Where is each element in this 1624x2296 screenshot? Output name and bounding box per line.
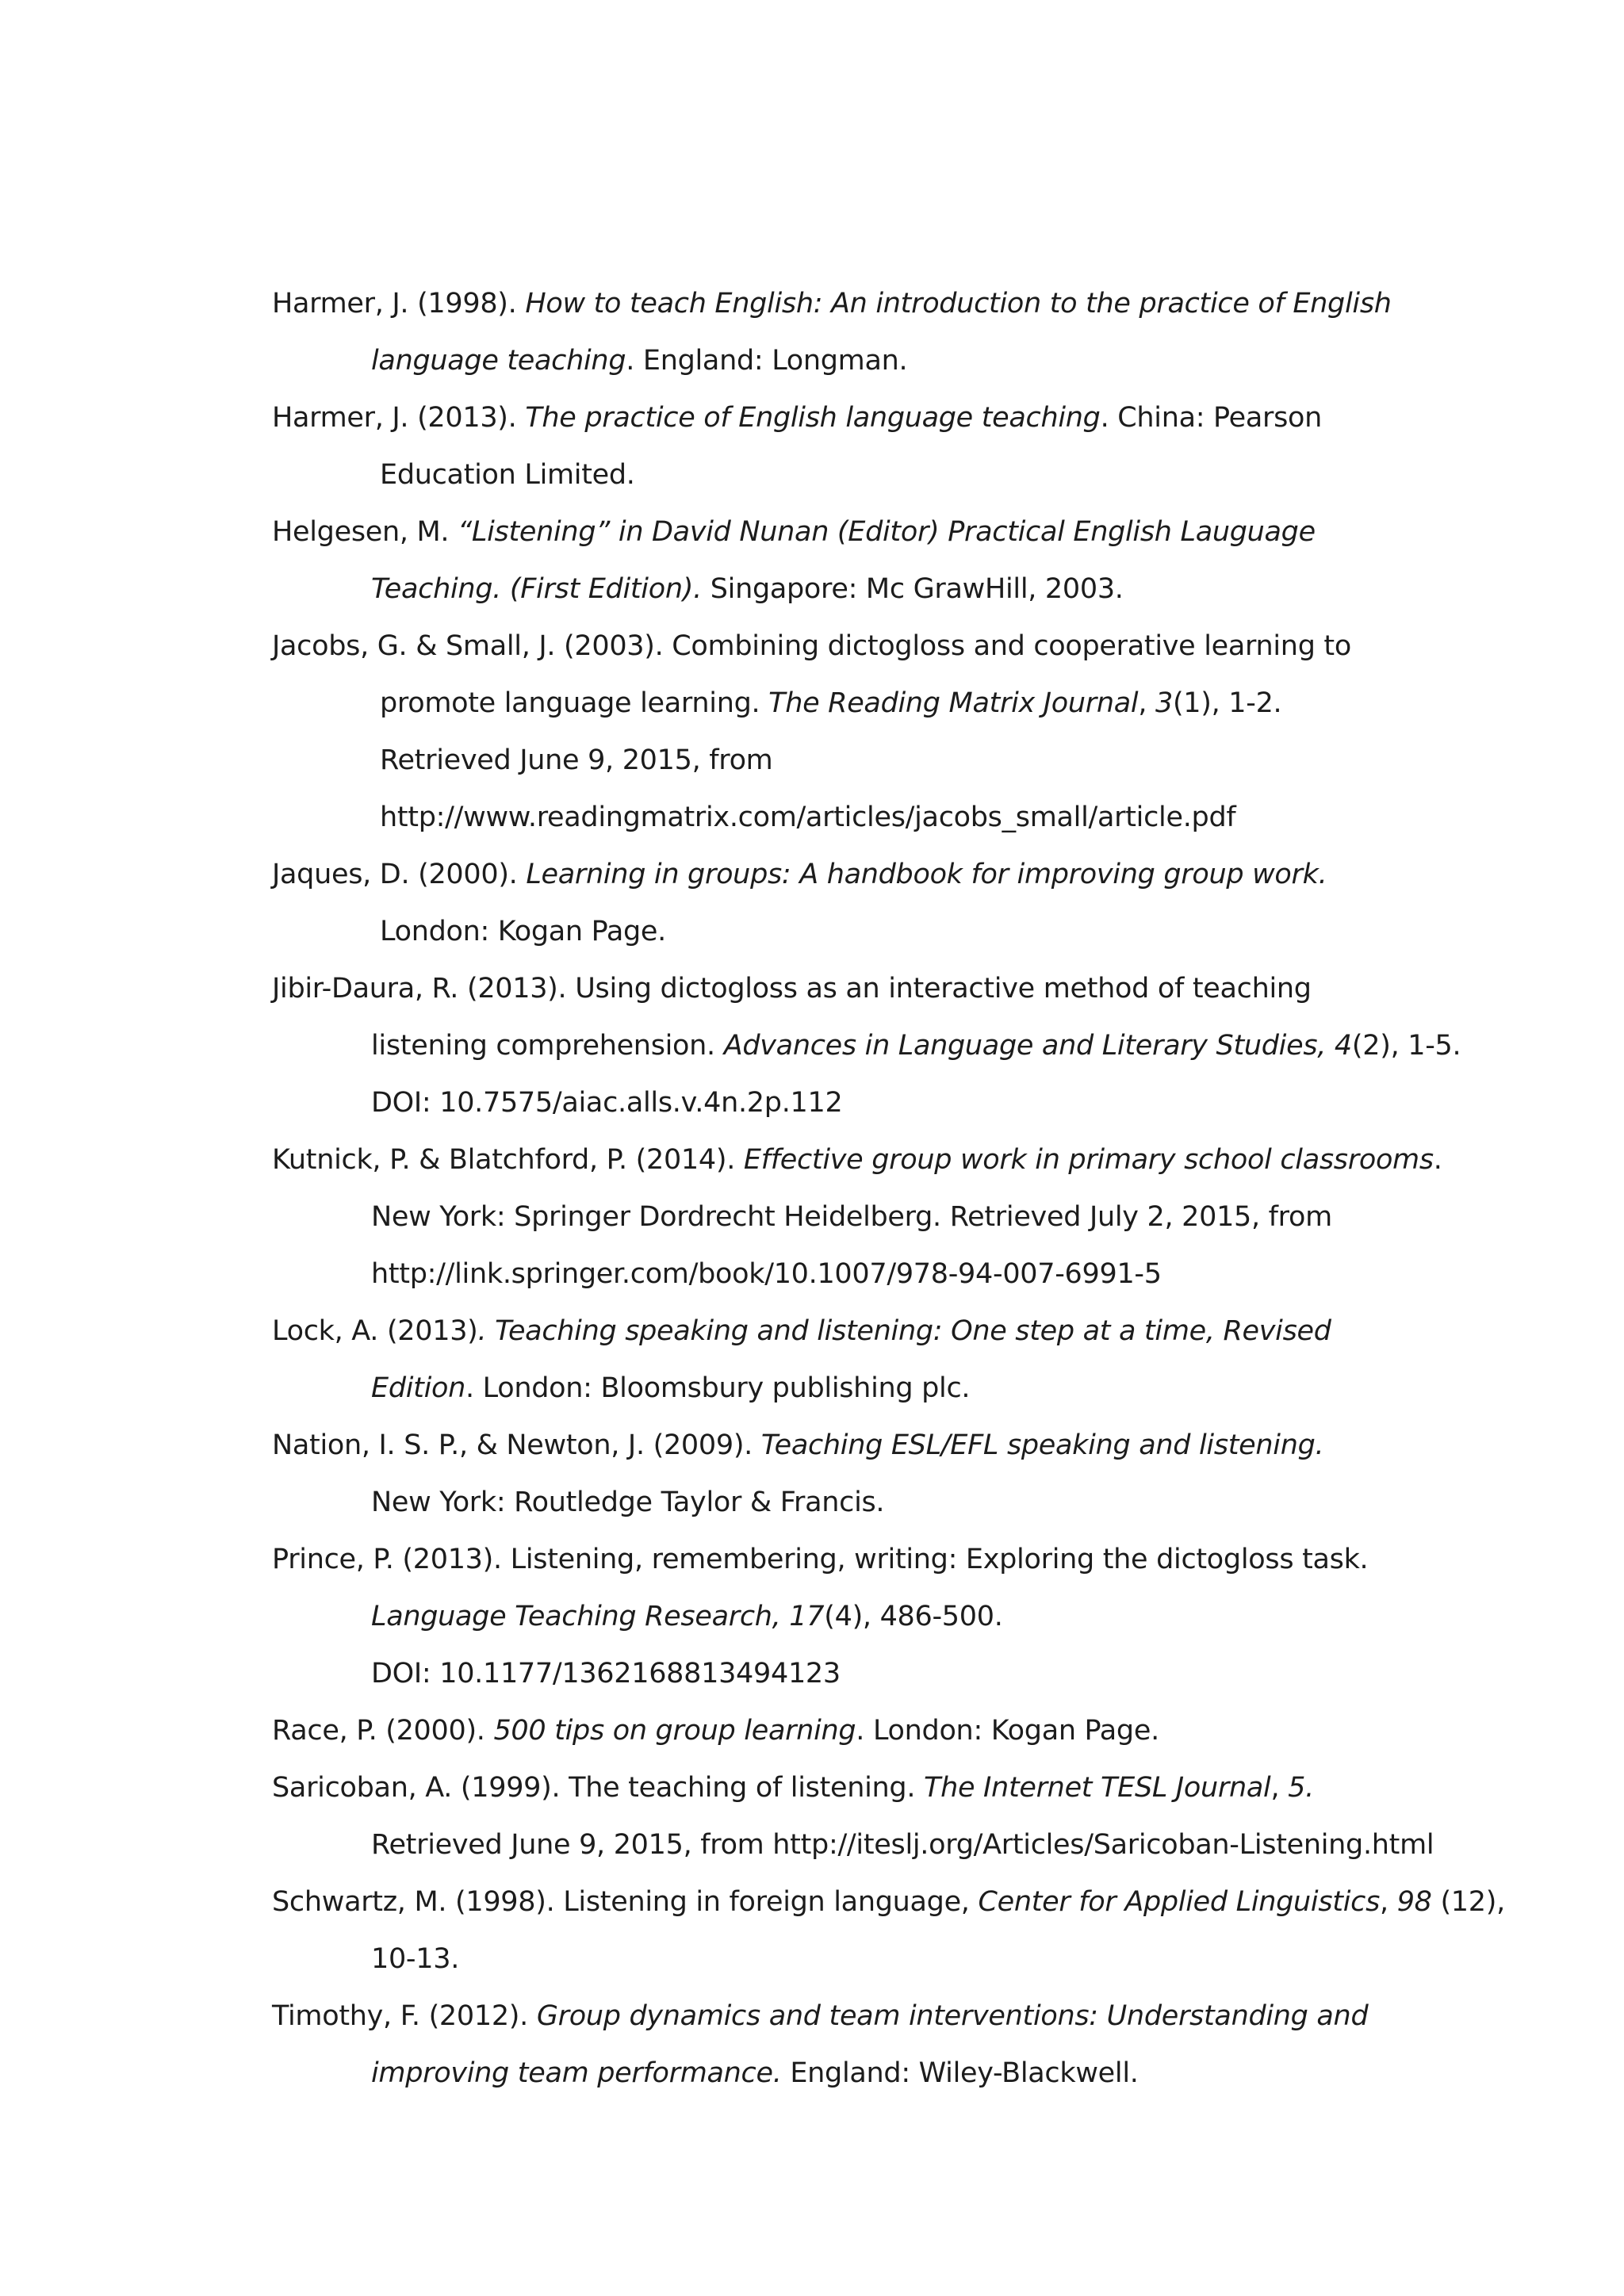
reference-entry-line (272, 503, 1446, 561)
text-segment: DOI: 10.1177/1362168813494123 (371, 1658, 841, 1689)
text-segment: listening comprehension. (371, 1030, 724, 1062)
text-segment: Nation, I. S. P., & Newton, J. (2009). (272, 1429, 761, 1461)
text-segment: Jaques, D. (2000). (272, 859, 527, 890)
text-segment: Saricoban, A. (1999). The teaching of listening. (272, 1772, 925, 1804)
reference-continuation-line (272, 675, 1446, 732)
text-segment: http://www.readingmatrix.com/articles/jacobs_small/article.pdf (380, 802, 1236, 833)
reference-continuation-line (272, 1931, 1446, 1988)
italic-text: improving team performance. (371, 2057, 782, 2089)
text-segment: , (1270, 1772, 1289, 1804)
reference-continuation-line (272, 789, 1446, 846)
text-segment: promote language learning. (380, 687, 769, 719)
reference-continuation-line (272, 1474, 1446, 1531)
reference-entry-line (272, 1531, 1446, 1588)
reference-entry-line (272, 1131, 1446, 1188)
text-segment: DOI: 10.7575/aiac.alls.v.4n.2p.112 (371, 1087, 843, 1119)
italic-text: Language Teaching Research, 17 (371, 1601, 825, 1632)
text-segment: http://link.springer.com/book/10.1007/978-94-007-6991-5 (371, 1258, 1162, 1290)
text-segment: . China: Pearson (1100, 402, 1322, 434)
italic-text: . Teaching speaking and listening: One step at a time, Revised (477, 1315, 1331, 1347)
reference-list (272, 275, 1505, 2102)
text-segment: Singapore: Mc GrawHill, 2003. (701, 573, 1124, 605)
italic-text: Edition (371, 1372, 465, 1404)
italic-text: Teaching. (First Edition). (371, 573, 702, 605)
text-segment: Timothy, F. (2012). (272, 2000, 537, 2032)
reference-entry-line (272, 618, 1446, 675)
text-segment: (1), 1-2. (1172, 687, 1282, 719)
text-segment: Schwartz, M. (1998). Listening in foreign language, (272, 1886, 979, 1918)
text-segment: New York: Springer Dordrecht Heidelberg. Retrieved July 2, 2015, from (371, 1201, 1332, 1233)
reference-continuation-line (272, 561, 1446, 618)
reference-entry-line (272, 1303, 1446, 1360)
text-segment: Retrieved June 9, 2015, from (380, 744, 773, 776)
reference-entry-line (272, 1873, 1505, 1931)
text-segment: . London: Kogan Page. (856, 1715, 1159, 1747)
italic-text: Teaching ESL/EFL speaking and listening. (760, 1429, 1324, 1461)
reference-continuation-line (272, 1188, 1446, 1246)
italic-text: Effective group work in primary school classrooms (743, 1144, 1434, 1176)
reference-continuation-line (272, 903, 1446, 960)
reference-entry-line (272, 389, 1446, 446)
text-segment: Retrieved June 9, 2015, from http://iteslj.org/Articles/Saricoban-Listening.html (371, 1829, 1434, 1861)
italic-text: 5. (1288, 1772, 1314, 1804)
reference-continuation-line (272, 332, 1446, 389)
reference-continuation-line (272, 1816, 1446, 1873)
reference-continuation-line (272, 732, 1446, 789)
text-segment: Harmer, J. (1998). (272, 288, 526, 320)
reference-entry-line (272, 846, 1446, 903)
text-segment: (12), (1431, 1886, 1505, 1918)
italic-text: How to teach English: An introduction to the practice of English (525, 288, 1392, 320)
text-segment: . (1433, 1144, 1442, 1176)
text-segment: England: Wiley-Blackwell. (781, 2057, 1139, 2089)
reference-continuation-line (272, 1588, 1446, 1645)
italic-text: Advances in Language and Literary Studies, 4 (723, 1030, 1352, 1062)
reference-continuation-line (272, 1074, 1446, 1131)
reference-entry-line (272, 1702, 1446, 1759)
text-segment: Race, P. (2000). (272, 1715, 494, 1747)
reference-continuation-line (272, 1017, 1461, 1074)
text-segment: Prince, P. (2013). Listening, remembering, writing: Exploring the dictogloss task. (272, 1544, 1369, 1575)
text-segment: Education Limited. (380, 459, 635, 491)
reference-entry-line (272, 960, 1446, 1017)
reference-entry-line (272, 1417, 1446, 1474)
text-segment: . London: Bloomsbury publishing plc. (465, 1372, 971, 1404)
italic-text: The Internet TESL Journal (924, 1772, 1271, 1804)
reference-continuation-line (272, 446, 1446, 503)
text-segment: 10-13. (371, 1943, 460, 1975)
reference-continuation-line (272, 1246, 1446, 1303)
text-segment: Jibir-Daura, R. (2013). Using dictogloss as an interactive method of teaching (272, 973, 1312, 1004)
text-segment: Helgesen, M. (272, 516, 458, 548)
text-segment: (2), 1-5. (1351, 1030, 1461, 1062)
text-segment: , (1380, 1886, 1397, 1918)
italic-text: Group dynamics and team interventions: Understanding and (536, 2000, 1369, 2032)
reference-continuation-line (272, 1360, 1446, 1417)
reference-continuation-line (272, 1645, 1446, 1702)
text-segment: New York: Routledge Taylor & Francis. (371, 1487, 885, 1518)
reference-entry-line (272, 275, 1446, 332)
italic-text: “Listening” in David Nunan (Editor) Practical English Lauguage (458, 516, 1316, 548)
italic-text: 3 (1155, 687, 1173, 719)
reference-continuation-line (272, 2045, 1446, 2102)
italic-text: 98 (1396, 1886, 1432, 1918)
text-segment: Jacobs, G. & Small, J. (2003). Combining dictogloss and cooperative learning to (272, 630, 1351, 662)
text-segment: , (1138, 687, 1155, 719)
reference-entry-line (272, 1988, 1446, 2045)
italic-text: language teaching (371, 345, 626, 377)
reference-entry-line (272, 1759, 1446, 1816)
italic-text: The Reading Matrix Journal (768, 687, 1139, 719)
italic-text: The practice of English language teaching (525, 402, 1101, 434)
italic-text: Center for Applied Linguistics (978, 1886, 1381, 1918)
text-segment: . England: Longman. (626, 345, 908, 377)
text-segment: (4), 486-500. (824, 1601, 1003, 1632)
italic-text: Learning in groups: A handbook for improving group work. (526, 859, 1327, 890)
text-segment: London: Kogan Page. (380, 916, 666, 947)
text-segment: Harmer, J. (2013). (272, 402, 526, 434)
italic-text: 500 tips on group learning (493, 1715, 856, 1747)
text-segment: Lock, A. (2013) (272, 1315, 478, 1347)
text-segment: Kutnick, P. & Blatchford, P. (2014). (272, 1144, 744, 1176)
